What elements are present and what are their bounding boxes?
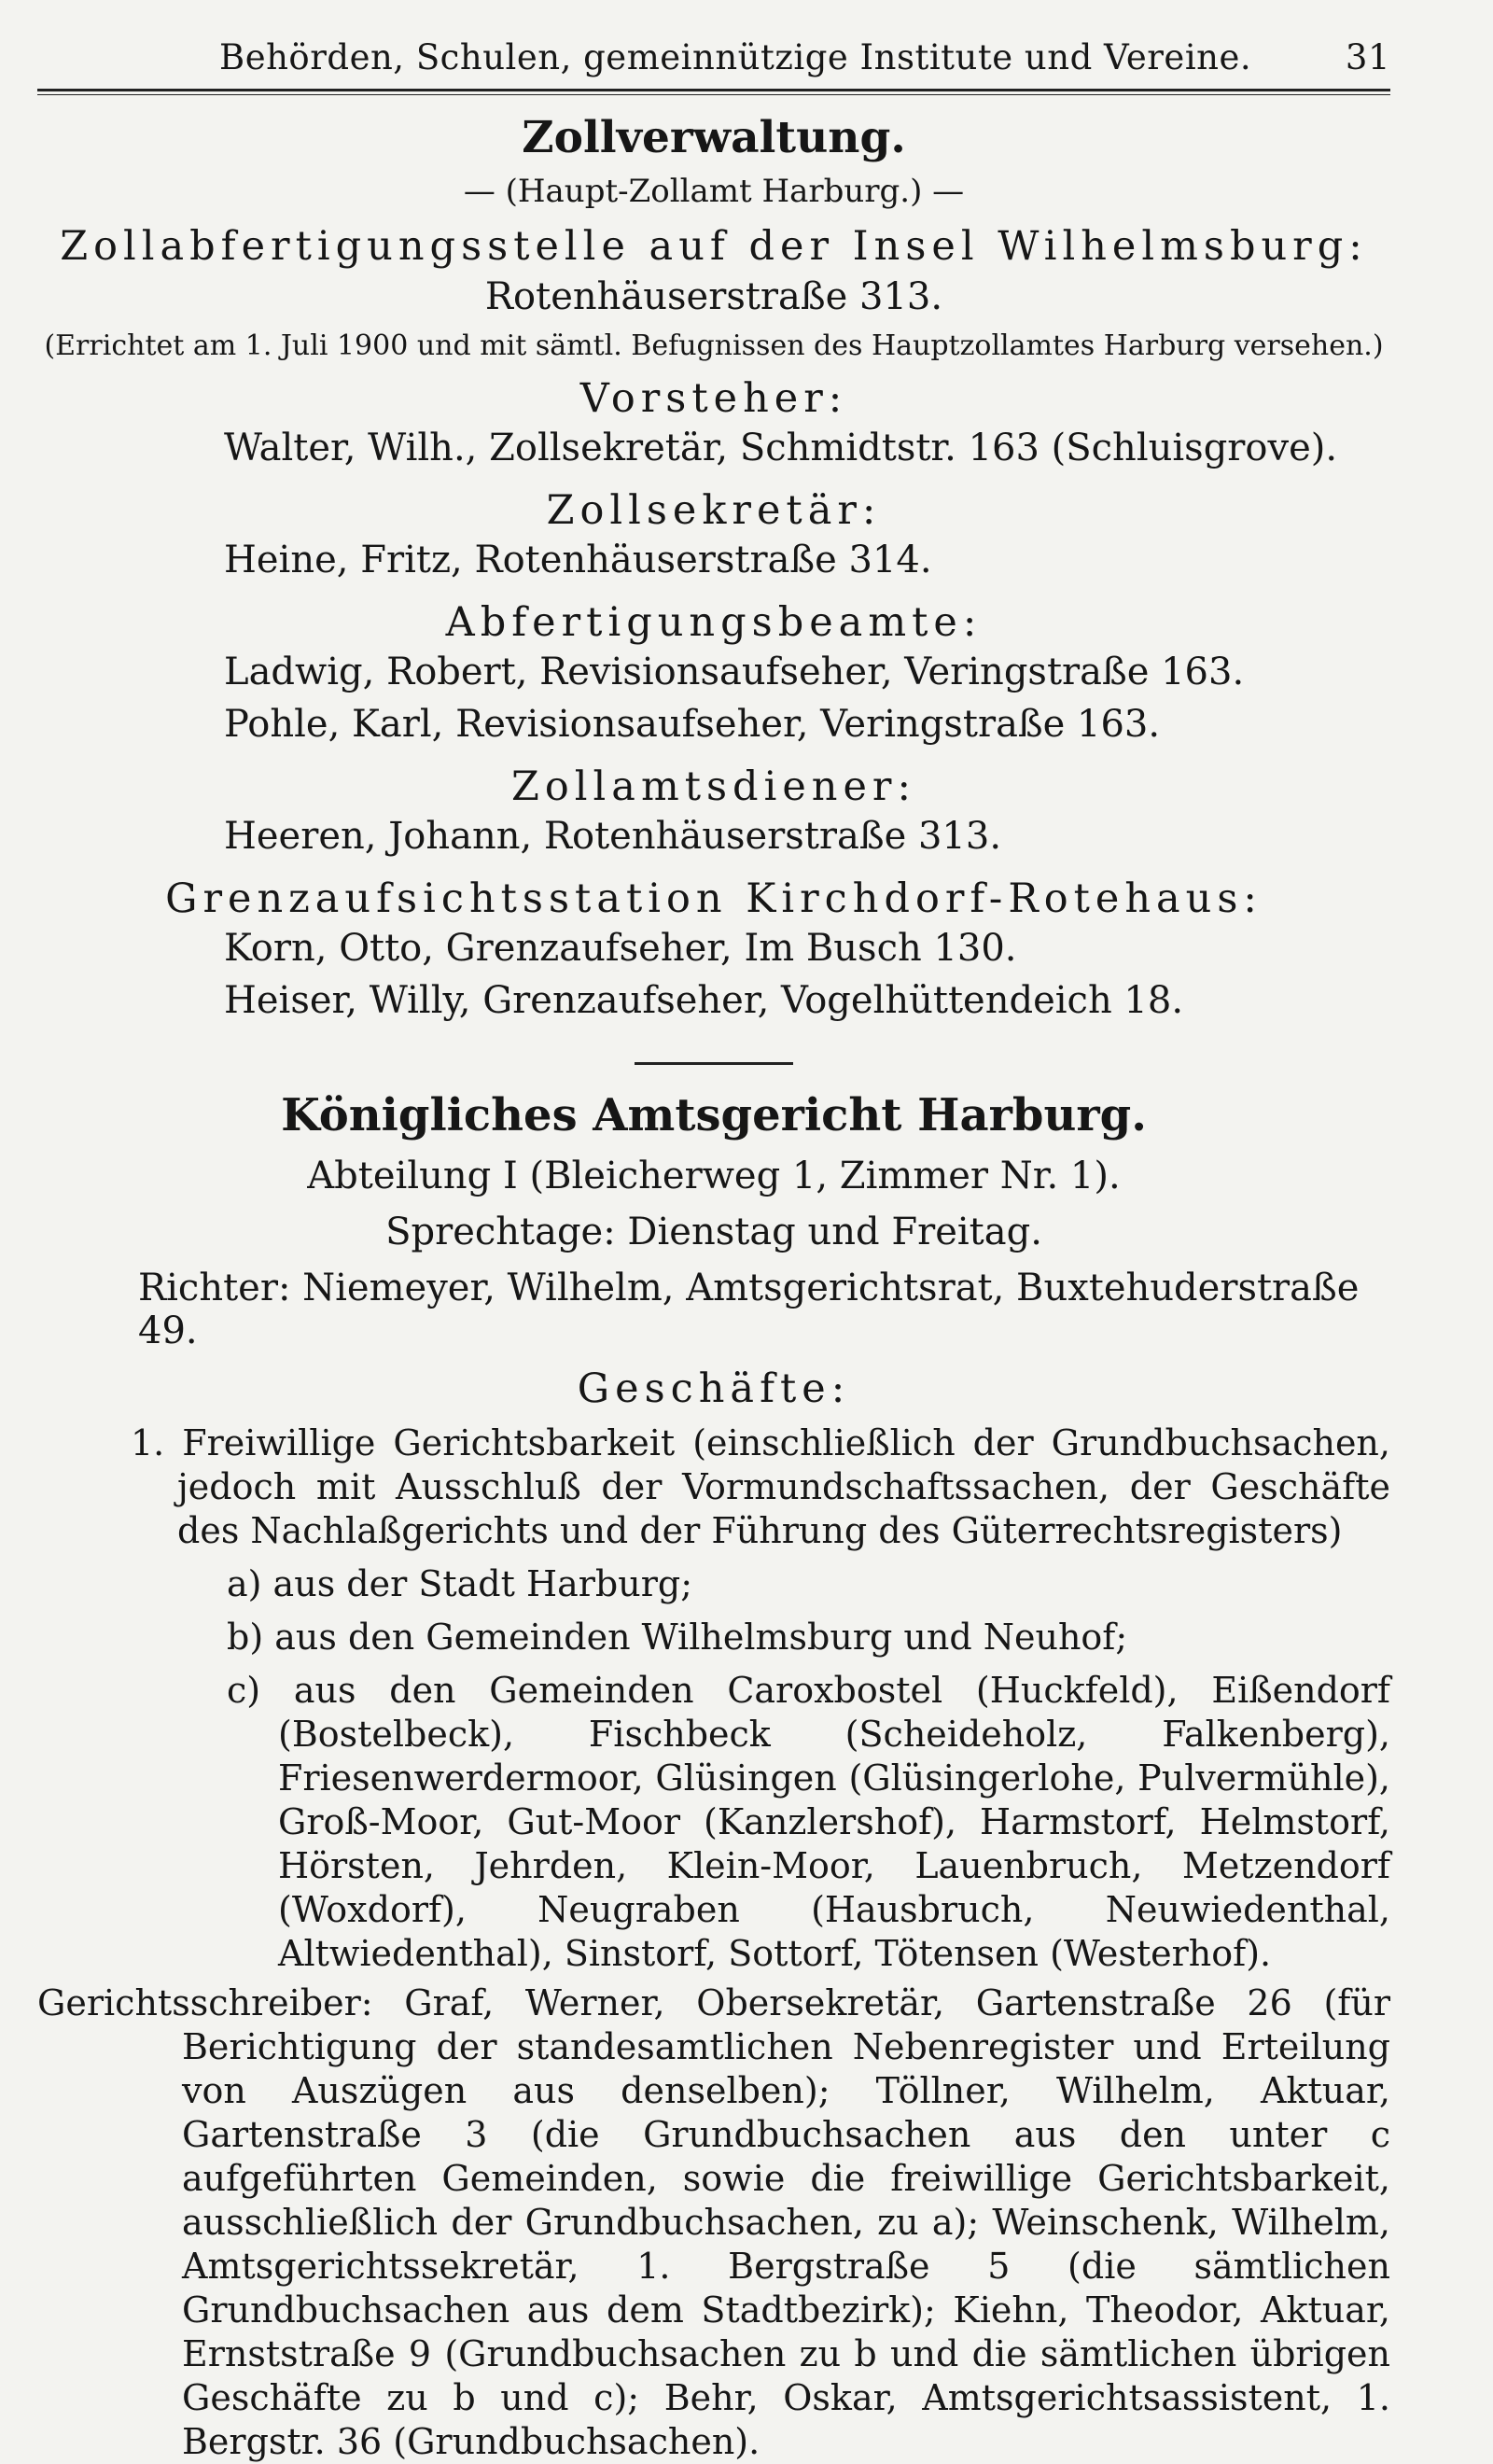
entry-line: Heiser, Willy, Grenzaufseher, Vogelhüttendeich 18. (224, 979, 1184, 1022)
group-heading-vorsteher: Vorsteher: (579, 375, 848, 422)
section-title-amtsgericht: Königliches Amtsgericht Harburg. (281, 1089, 1147, 1141)
group-heading-abfertigungsbeamte: Abfertigungsbeamte: (445, 599, 983, 646)
header-rule (37, 89, 1390, 95)
entry-line: Korn, Otto, Grenzaufseher, Im Busch 130. (224, 927, 1017, 970)
duties-heading: Geschäfte: (577, 1365, 851, 1412)
station-note: (Errichtet am 1. Juli 1900 und mit sämtl. Befugnissen des Hauptzollamtes Harburg versehen.) (44, 329, 1384, 362)
department-line: Abteilung I (Bleicherweg 1, Zimmer Nr. 1). (307, 1155, 1121, 1197)
station-address: Rotenhäuserstraße 313. (484, 275, 943, 318)
running-title: Behörden, Schulen, gemeinnützige Institute und Vereine. (219, 37, 1252, 77)
duty-subitem-b: b) aus den Gemeinden Wilhelmsburg und Neuhof; (227, 1617, 1128, 1658)
judge-line: Richter: Niemeyer, Wilhelm, Amtsgerichtsrat, Buxtehuderstraße 49. (138, 1267, 1360, 1352)
group-heading-zollsekretaer: Zollsekretär: (546, 487, 882, 534)
section-subtitle: — (Haupt-Zollamt Harburg.) — (463, 173, 965, 210)
duty-subitem-a: a) aus der Stadt Harburg; (227, 1563, 693, 1604)
entry-line: Ladwig, Robert, Revisionsaufseher, Veringstraße 163. (224, 651, 1245, 693)
section-title-zollverwaltung: Zollverwaltung. (522, 112, 906, 163)
duty-item-1: 1. Freiwillige Gerichtsbarkeit (einschließlich der Grundbuchsachen, jedoch mit Ausschluß der Vormundschaftssachen, der Geschäfte des Nachlaßgerichts und der Führung des Güterrechtsregisters) (131, 1422, 1390, 1551)
duty-subitem-c: c) aus den Gemeinden Caroxbostel (Huckfeld), Eißendorf (Bostelbeck), Fischbeck (Scheideholz, Falkenberg), Friesenwerdermoor, Glüsingen (Glüsingerlohe, Pulvermühle), Groß-Moor, Gut-Moor (Kanzlershof), Harmstorf, Helmstorf, Hörsten, Jehrden, Klein-Moor, Lauenbruch, Metzendorf (Woxdorf), Neugraben (Hausbruch, Neuwiedenthal, Altwiedenthal), Sinstorf, Sottorf, Tötensen (Westerhof). (227, 1670, 1390, 1974)
station-heading: Zollabfertigungsstelle auf der Insel Wilhelmsburg: (60, 223, 1368, 270)
entry-line: Heeren, Johann, Rotenhäuserstraße 313. (224, 815, 1002, 858)
office-hours: Sprechtage: Dienstag und Freitag. (385, 1211, 1042, 1253)
section-divider (635, 1062, 793, 1065)
group-heading-grenzaufsichtsstation: Grenzaufsichtsstation Kirchdorf-Rotehaus: (165, 875, 1263, 922)
group-heading-zollamtsdiener: Zollamtsdiener: (511, 763, 916, 810)
entry-line: Heine, Fritz, Rotenhäuserstraße 314. (224, 539, 932, 581)
entry-line: Walter, Wilh., Zollsekretär, Schmidtstr. 163 (Schluisgrove). (224, 427, 1338, 469)
page-number: 31 (1345, 37, 1390, 77)
entry-line: Pohle, Karl, Revisionsaufseher, Veringstraße 163. (224, 703, 1161, 746)
running-head (219, 37, 1390, 77)
clerks-paragraph: Gerichtsschreiber: Graf, Werner, Obersekretär, Gartenstraße 26 (für Berichtigung der standesamtlichen Nebenregister und Erteilung von Auszügen aus denselben); Töllner, Wilhelm, Aktuar, Gartenstraße 3 (die Grundbuchsachen aus den unter c aufgeführten Gemeinden, sowie die freiwillige Gerichtsbarkeit, ausschließlich der Grundbuchsachen, zu a); Weinschenk, Wilhelm, Amtsgerichtssekretär, 1. Bergstraße 5 (die sämtlichen Grundbuchsachen aus dem Stadtbezirk); Kiehn, Theodor, Aktuar, Ernststraße 9 (Grundbuchsachen zu b und die sämtlichen übrigen Geschäfte zu b und c); Behr, Oskar, Amtsgerichtsassistent, 1. Bergstr. 36 (Grundbuchsachen). (37, 1982, 1390, 2462)
